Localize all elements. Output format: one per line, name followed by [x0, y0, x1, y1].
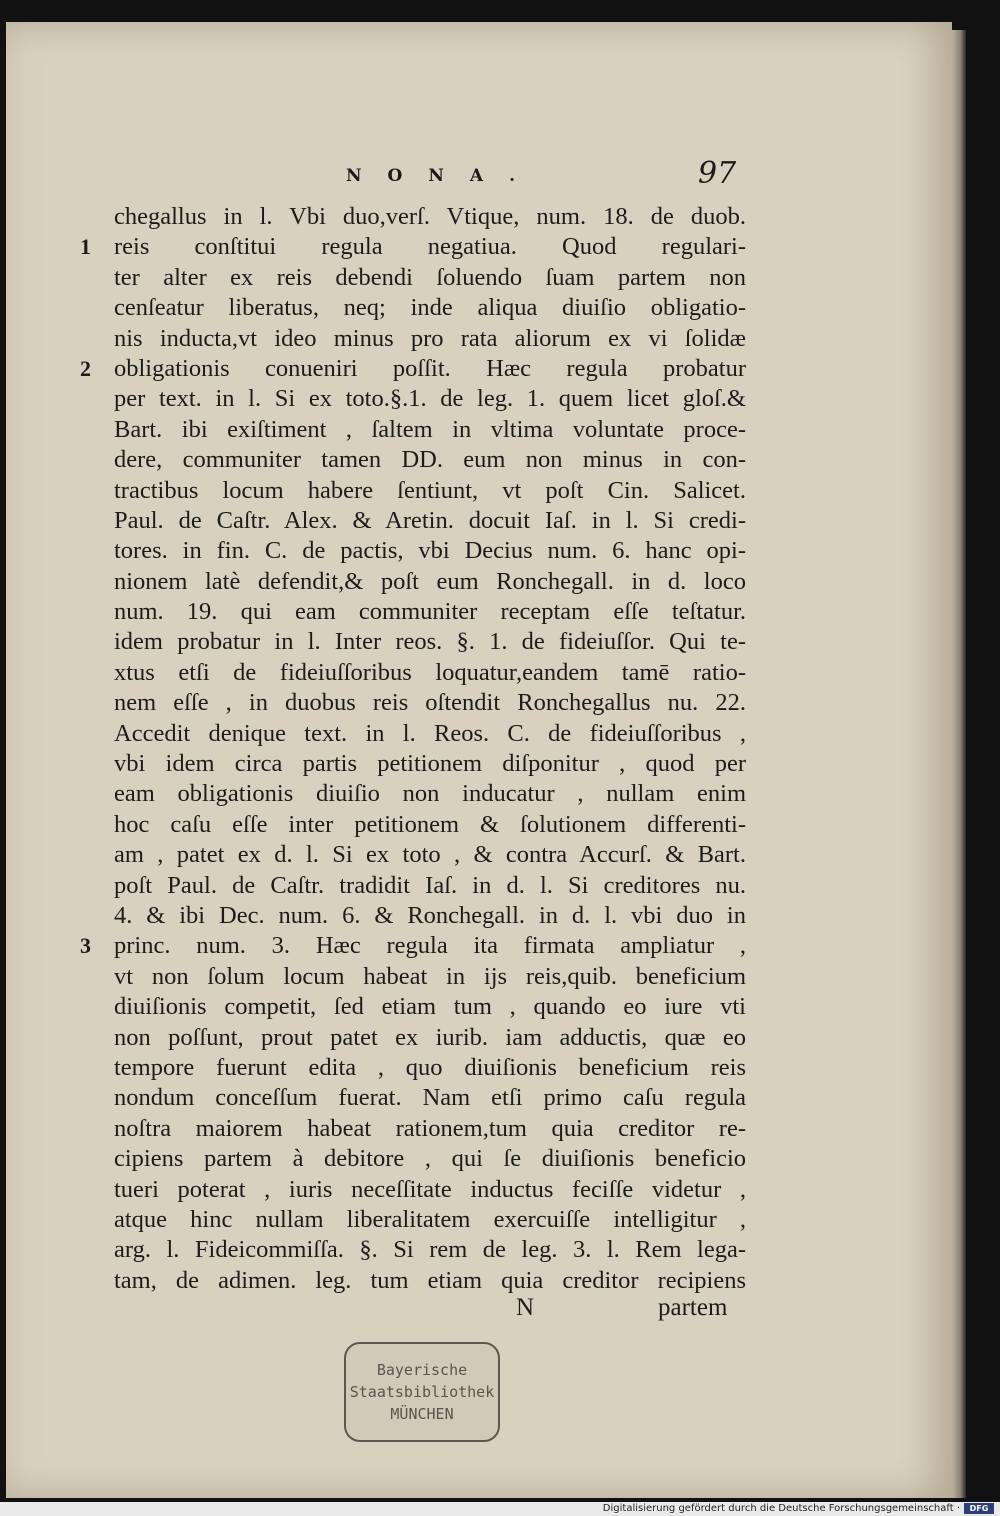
- text-line: tueri poterat , iuris neceſſitate inductus feciſſe videtur ,: [114, 1175, 746, 1203]
- page-number: 97: [698, 156, 737, 191]
- text-line: cenſeatur liberatus, neq; inde aliqua diuiſio obligatio-: [114, 294, 746, 322]
- text-line: noſtra maiorem habeat rationem,tum quia creditor re-: [114, 1114, 746, 1142]
- text-line: hoc caſu eſſe inter petitionem & ſolutionem differenti-: [114, 810, 746, 838]
- page-header: [6, 156, 952, 202]
- text-line: ter alter ex reis debendi ſoluendo ſuam partem non: [114, 263, 746, 291]
- text-line: nionem latè defendit,& poſt eum Ronchegall. in d. loco: [114, 567, 746, 595]
- text-line: per text. in l. Si ex toto.§.1. de leg. 1. quem licet gloſ.&: [114, 385, 746, 413]
- signature-mark: N: [516, 1294, 535, 1321]
- text-line: Paul. de Caſtr. Alex. & Aretin. docuit Iaſ. in l. Si credi-: [114, 506, 746, 534]
- body-text: [80, 202, 746, 1296]
- marginal-number: 2: [80, 355, 91, 381]
- text-line: diuiſionis competit, ſed etiam tum , quando eo iure vti: [114, 993, 746, 1021]
- text-line: tractibus locum habere ſentiunt, vt poſt Cin. Salicet.: [114, 476, 746, 504]
- text-line: vt non ſolum locum habeat in ijs reis,quib. beneficium: [114, 962, 746, 990]
- text-line: arg. l. Fideicommiſſa. §. Si rem de leg. 3. l. Rem lega-: [114, 1236, 746, 1264]
- stamp-line: MÜNCHEN: [390, 1405, 454, 1423]
- library-stamp: [344, 1342, 500, 1442]
- text-line: eam obligationis diuiſio non inducatur , nullam enim: [114, 780, 746, 808]
- text-line: 4. & ibi Dec. num. 6. & Ronchegall. in d. l. vbi duo in: [114, 901, 746, 929]
- stamp-line: Bayerische: [376, 1361, 468, 1379]
- text-line: idem probatur in l. Inter reos. §. 1. de fideiuſſor. Qui te-: [114, 628, 746, 656]
- text-line: Accedit denique text. in l. Reos. C. de fideiuſſoribus ,: [114, 719, 746, 747]
- text-line: nondum conceſſum fuerat. Nam etſi primo caſu regula: [114, 1084, 746, 1112]
- text-line: dere, communiter tamen DD. eum non minus in con-: [114, 446, 746, 474]
- stamp-line: Staatsbibliothek: [349, 1383, 495, 1401]
- text-line: tam, de adimen. leg. tum etiam quia creditor recipiens: [114, 1266, 746, 1294]
- text-line: tempore fuerunt edita , quo diuiſionis beneficium reis: [114, 1053, 746, 1081]
- text-line: 1 reis conſtitui regula negatiua. Quod regulari-: [114, 232, 746, 262]
- page-edge: [952, 30, 966, 1498]
- text-line: atque hinc nullam liberalitatem exercuiſſe intelligitur ,: [114, 1205, 746, 1233]
- marginal-number: 3: [80, 933, 91, 959]
- footer-bar: [0, 1502, 1000, 1516]
- catchword: partem: [658, 1294, 728, 1321]
- text-line: 2 obligationis conueniri poſſit. Hæc regula probatur: [114, 354, 746, 384]
- text-line: nis inducta,vt ideo minus pro rata aliorum ex vi ſolidæ: [114, 324, 746, 352]
- marginal-number: 1: [80, 234, 91, 260]
- text-line: xtus etſi de fideiuſſoribus loquatur,eandem tamē ratio-: [114, 658, 746, 686]
- book-page: [6, 22, 952, 1498]
- text-line: tores. in fin. C. de pactis, vbi Decius num. 6. hanc opi-: [114, 537, 746, 565]
- text-line: poſt Paul. de Caſtr. tradidit Iaſ. in d. l. Si creditores nu.: [114, 871, 746, 899]
- text-line: 3 princ. num. 3. Hæc regula ita firmata ampliatur ,: [114, 931, 746, 961]
- text-line: Bart. ibi exiſtiment , ſaltem in vltima voluntate proce-: [114, 415, 746, 443]
- text-line: chegallus in l. Vbi duo,verſ. Vtique, num. 18. de duob.: [114, 203, 746, 230]
- text-line: cipiens partem à debitore , qui ſe diuiſionis beneficio: [114, 1145, 746, 1173]
- text-line: nem eſſe , in duobus reis oſtendit Ronchegallus nu. 22.: [114, 689, 746, 717]
- dfg-logo: DFG: [964, 1503, 994, 1514]
- text-line: am , patet ex d. l. Si ex toto , & contra Accurſ. & Bart.: [114, 841, 746, 869]
- text-line: vbi idem circa partis petitionem diſponitur , quod per: [114, 750, 746, 778]
- funding-credit: Digitalisierung gefördert durch die Deutsche Forschungsgemeinschaft ·: [602, 1503, 960, 1514]
- running-head: NONA.: [346, 166, 541, 186]
- text-line: non poſſunt, prout patet ex iurib. iam adductis, quæ eo: [114, 1023, 746, 1051]
- text-line: num. 19. qui eam communiter receptam eſſe teſtatur.: [114, 598, 746, 626]
